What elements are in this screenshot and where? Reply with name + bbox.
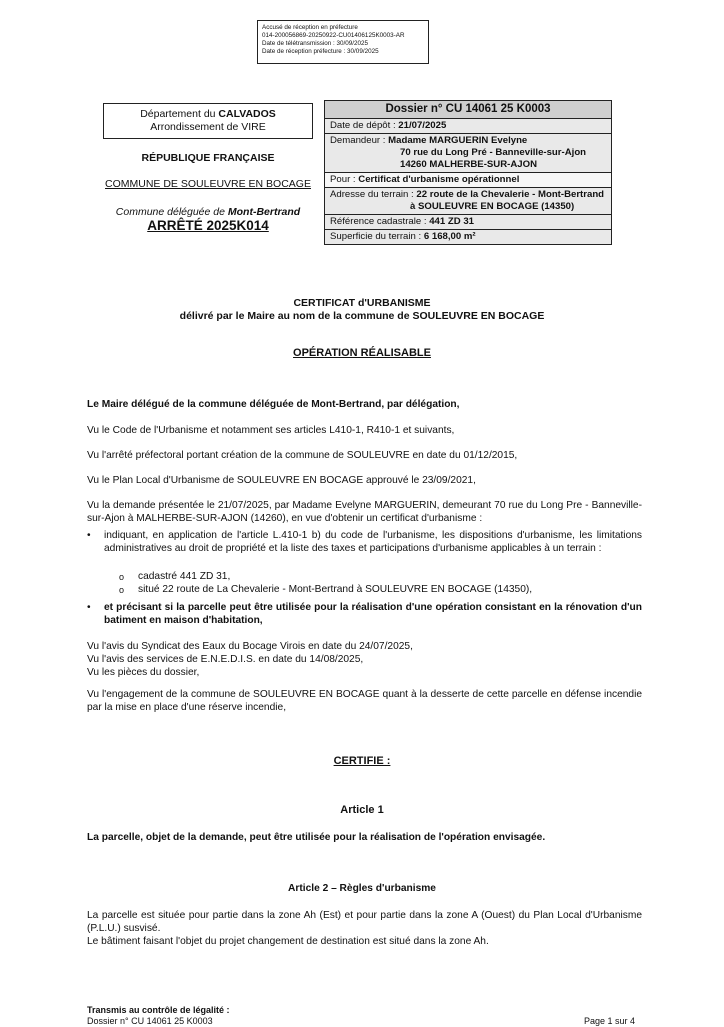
adresse-line-2: à SOULEUVRE EN BOCAGE (14350)	[410, 201, 575, 212]
reception-stamp	[257, 20, 429, 64]
article-2-paragraph-2: Le bâtiment faisant l'objet du projet changement de destination est situé dans la zone Ah.	[87, 936, 489, 947]
adresse-label: Adresse du terrain :	[330, 189, 417, 200]
vu-demande: Vu la demande présentée le 21/07/2025, par Madame Evelyne MARGUERIN, demeurant 70 rue du Long Pre - Banneville-sur-Ajon à MALHERBE-SUR-AJON (14260), en vue d'obtenir un certificat d'urbanisme :	[87, 500, 642, 524]
ref-label: Référence cadastrale :	[330, 216, 430, 227]
dossier-title: Dossier n° CU 14061 25 K0003	[325, 101, 611, 119]
demandeur-name: Madame MARGUERIN Evelyne	[388, 135, 528, 146]
republique-francaise: RÉPUBLIQUE FRANÇAISE	[141, 152, 275, 164]
demandeur-label: Demandeur :	[330, 135, 389, 146]
sub-situe: situé 22 route de La Chevalerie - Mont-Bertrand à SOULEUVRE EN BOCAGE (14350),	[138, 584, 533, 595]
demandeur-address-2: 14260 MALHERBE-SUR-AJON	[400, 159, 538, 170]
date-depot-value: 21/07/2025	[398, 120, 447, 131]
department-line	[104, 108, 312, 121]
demandeur-address-1: 70 rue du Long Pré - Banneville-sur-Ajon	[400, 147, 587, 158]
maire-statement: Le Maire délégué de la commune déléguée de Mont-Bertrand, par délégation,	[87, 399, 460, 410]
footer-line-1: Transmis au contrôle de légalité :	[87, 1005, 230, 1015]
bullet-precisant: et précisant si la parcelle peut être utilisée pour la réalisation d'une opération consistant en la rénovation d'un batiment en maison d'habitation,	[104, 602, 642, 626]
bullet-marker: •	[87, 530, 91, 541]
vu-code-urbanisme: Vu le Code de l'Urbanisme et notamment ses articles L410-1, R410-1 et suivants,	[87, 425, 455, 436]
footer-line-2: Dossier n° CU 14061 25 K0003	[87, 1016, 213, 1026]
department-label: Département du	[140, 108, 219, 120]
certifie-heading: CERTIFIE :	[333, 755, 391, 767]
commune-name: COMMUNE DE SOULEUVRE EN BOCAGE	[105, 178, 311, 190]
vu-pieces: Vu les pièces du dossier,	[87, 667, 200, 678]
vu-engagement: Vu l'engagement de la commune de SOULEUVRE EN BOCAGE quant à la desserte de cette parcelle en défense incendie par la mise en place d'une réserve incendie,	[87, 689, 642, 713]
article-1-text: La parcelle, objet de la demande, peut être utilisée pour la réalisation de l'opération envisagée.	[87, 832, 546, 843]
commune-deleguee-name: Mont-Bertrand	[227, 206, 301, 218]
department-name: CALVADOS	[218, 108, 276, 120]
pour-label: Pour :	[330, 174, 359, 185]
date-depot-label: Date de dépôt :	[330, 120, 399, 131]
pour-value: Certificat d'urbanisme opérationnel	[358, 174, 520, 185]
commune-deleguee	[86, 206, 330, 218]
stamp-line: Date de réception préfecture : 30/09/2025	[262, 48, 379, 55]
adresse-row	[325, 188, 611, 215]
vu-plu: Vu le Plan Local d'Urbanisme de SOULEUVRE EN BOCAGE approuvé le 23/09/2021,	[87, 475, 476, 486]
ref-row	[325, 215, 611, 230]
page-number: Page 1 sur 4	[584, 1016, 636, 1026]
article-2-paragraph-1: La parcelle est située pour partie dans la zone Ah (Est) et pour partie dans la zone A (Ouest) du Plan Local d'Urbanisme (P.L.U.) susvisé.	[87, 910, 642, 934]
vu-arrete-prefectoral: Vu l'arrêté préfectoral portant création de la commune de SOULEUVRE en date du 01/12/2015,	[87, 450, 518, 461]
arrete-number: ARRÊTÉ 2025K014	[147, 218, 269, 233]
sub-bullet-marker: o	[119, 585, 125, 595]
article-1-title: Article 1	[340, 804, 384, 816]
adresse-line-1: 22 route de la Chevalerie - Mont-Bertrand	[416, 189, 605, 200]
department-box	[103, 103, 313, 139]
operation-status: OPÉRATION RÉALISABLE	[293, 347, 431, 359]
bullet-indiquant: indiquant, en application de l'article L.410-1 b) du code de l'urbanisme, les dispositions d'urbanisme, les limitations administratives au droit de propriété et la liste des taxes et participations d'urbanisme applicables à un terrain :	[104, 530, 642, 554]
ref-value: 441 ZD 31	[429, 216, 475, 227]
certificate-subtitle: délivré par le Maire au nom de la commune de SOULEUVRE EN BOCAGE	[179, 310, 545, 322]
sub-bullet-marker: o	[119, 572, 125, 582]
bullet-marker: •	[87, 602, 91, 613]
superficie-value: 6 168,00 m²	[423, 231, 476, 242]
vu-syndicat-eaux: Vu l'avis du Syndicat des Eaux du Bocage Virois en date du 24/07/2025,	[87, 641, 413, 652]
superficie-label: Superficie du terrain :	[330, 231, 424, 242]
commune-deleguee-label: Commune déléguée de	[115, 206, 228, 218]
article-2-title: Article 2 – Règles d'urbanisme	[288, 883, 436, 894]
stamp-line: 014-200056869-20250922-CU01406125K0003-AR	[262, 32, 405, 39]
demandeur-row	[325, 134, 611, 173]
date-depot-row	[325, 119, 611, 134]
sub-cadastre: cadastré 441 ZD 31,	[138, 571, 231, 582]
stamp-line: Date de télétransmission : 30/09/2025	[262, 40, 369, 47]
vu-enedis: Vu l'avis des services de E.N.E.D.I.S. en date du 14/08/2025,	[87, 654, 364, 665]
stamp-line: Accusé de réception en préfecture	[262, 24, 358, 31]
certificate-title: CERTIFICAT d'URBANISME	[293, 297, 431, 309]
arrondissement: Arrondissement de VIRE	[150, 121, 266, 133]
pour-row	[325, 173, 611, 188]
dossier-box	[324, 100, 612, 245]
superficie-row	[325, 230, 611, 245]
